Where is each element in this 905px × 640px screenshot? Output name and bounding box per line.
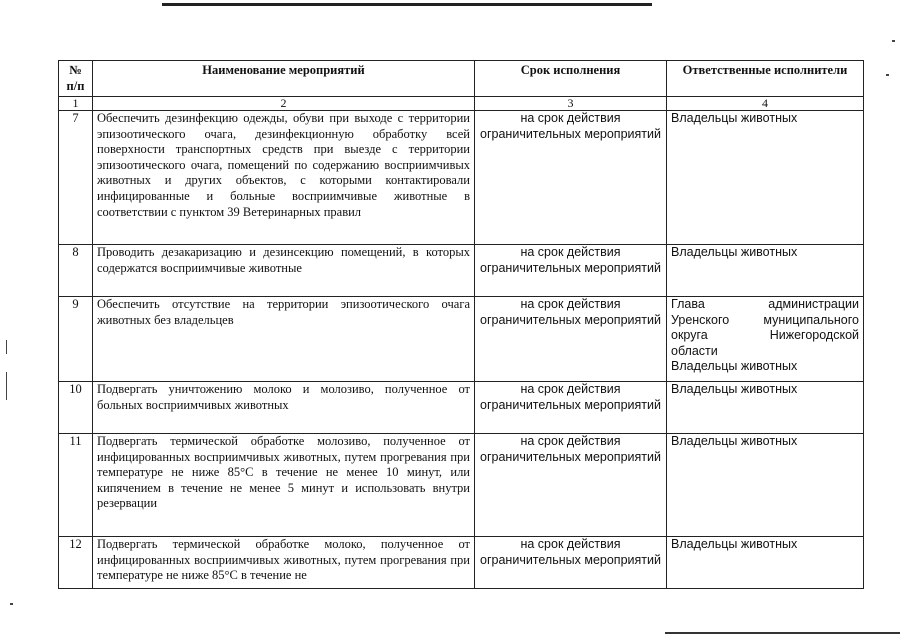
column-index-cell: 1 [59, 97, 93, 111]
exec-line: Владельцы животных [671, 359, 798, 374]
speck [892, 40, 895, 42]
row-num: 10 [59, 382, 93, 434]
margin-mark [6, 340, 7, 354]
row-term: на срок действия ограничительных мероприятий [475, 434, 667, 537]
header-exec: Ответственные исполнители [667, 61, 864, 97]
row-num: 9 [59, 297, 93, 382]
header-num: № п/п [59, 61, 93, 97]
row-term: на срок действия ограничительных мероприятий [475, 382, 667, 434]
header-name: Наименование мероприятий [93, 61, 475, 97]
row-term: на срок действия ограничительных мероприятий [475, 297, 667, 382]
row-name: Подвергать термической обработке молозиво, полученное от инфицированных восприимчивых животных, путем прогревания при температуре не ниже 85°С в течение не менее 10 минут, или кипячением в течение не менее 5 минут и использовать внутри резервации [93, 434, 475, 537]
table-row [59, 245, 864, 297]
margin-mark [6, 372, 7, 400]
table-row [59, 111, 864, 245]
column-index-row [59, 97, 864, 111]
row-exec: Владельцы животных [667, 245, 864, 297]
row-term: на срок действия ограничительных мероприятий [475, 537, 667, 589]
row-term: на срок действия ограничительных мероприятий [475, 245, 667, 297]
column-index-cell: 3 [475, 97, 667, 111]
row-num: 8 [59, 245, 93, 297]
speck [10, 603, 13, 605]
row-exec: Владельцы животных [667, 434, 864, 537]
row-name: Подвергать термической обработке молоко, полученное от инфицированных восприимчивых животных, путем прогревания при температуре не ниже 85°С в течение не [93, 537, 475, 589]
row-exec: Владельцы животных [667, 111, 864, 245]
row-exec [667, 297, 864, 382]
bottom-rule [665, 632, 900, 634]
exec-line: Уренского муниципального [671, 312, 859, 327]
table-row [59, 537, 864, 589]
row-num: 7 [59, 111, 93, 245]
table-row [59, 434, 864, 537]
column-index-cell: 4 [667, 97, 864, 111]
exec-line: Глава администрации [671, 297, 859, 311]
top-rule [162, 3, 652, 6]
exec-line: области [671, 343, 718, 358]
measures-table [58, 60, 864, 589]
column-index-cell: 2 [93, 97, 475, 111]
table-row [59, 297, 864, 382]
row-num: 12 [59, 537, 93, 589]
row-term: на срок действия ограничительных мероприятий [475, 111, 667, 245]
speck [886, 74, 889, 76]
row-name: Подвергать уничтожению молоко и молозиво, полученное от больных восприимчивых животных [93, 382, 475, 434]
table-header-row [59, 61, 864, 97]
row-name: Обеспечить отсутствие на территории эпизоотического очага животных без владельцев [93, 297, 475, 382]
table-row [59, 382, 864, 434]
header-term: Срок исполнения [475, 61, 667, 97]
exec-line: округа Нижегородской [671, 328, 859, 343]
row-exec: Владельцы животных [667, 537, 864, 589]
row-name: Обеспечить дезинфекцию одежды, обуви при выходе с территории эпизоотического очага, дезинфекционную обработку всей поверхности транспортных средств при выезде с территории эпизоотического очага, помещений по содержанию восприимчивых животных и других объектов, с которыми контактировали инфицированные и больные восприимчивые животные в соответствии с пунктом 39 Ветеринарных правил [93, 111, 475, 245]
row-num: 11 [59, 434, 93, 537]
row-name: Проводить дезакаризацию и дезинсекцию помещений, в которых содержатся восприимчивые животные [93, 245, 475, 297]
row-exec: Владельцы животных [667, 382, 864, 434]
